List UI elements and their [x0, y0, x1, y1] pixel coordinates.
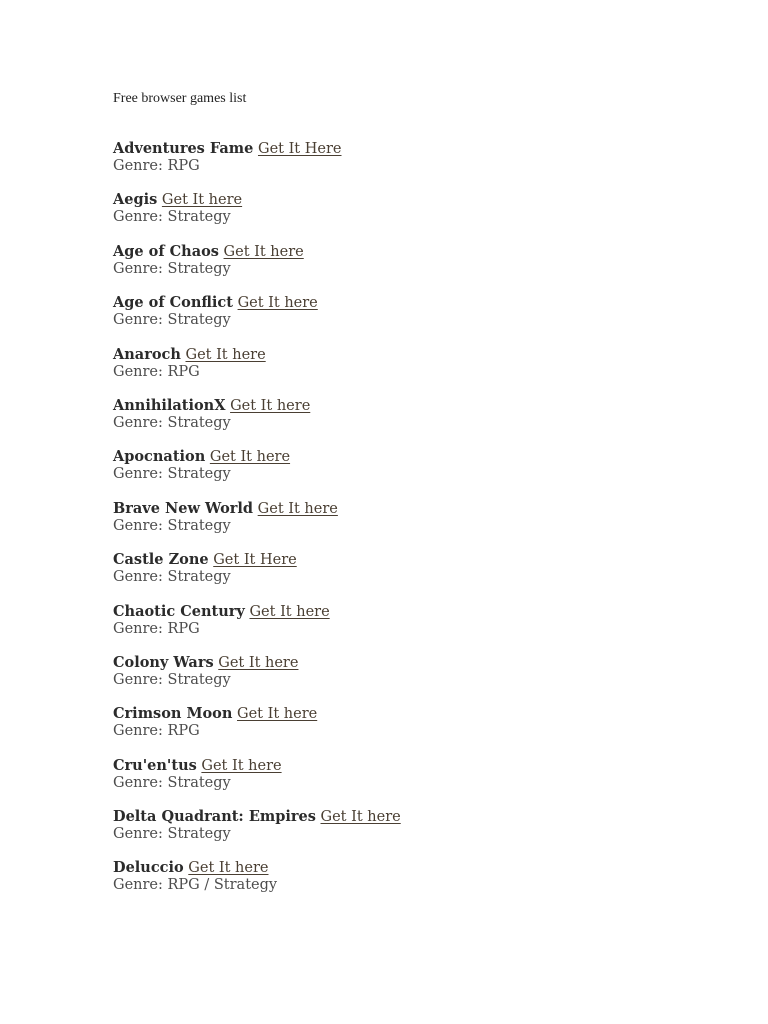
game-entry — [113, 397, 713, 448]
get-it-link[interactable]: Get It here — [320, 809, 401, 826]
game-line — [113, 346, 713, 364]
game-name: Age of Chaos — [113, 242, 219, 260]
game-entry — [113, 500, 713, 551]
get-it-link[interactable]: Get It here — [230, 397, 311, 414]
game-genre: Genre: Strategy — [113, 774, 231, 791]
get-it-link[interactable]: Get It here — [161, 192, 243, 209]
game-name: Chaotic Century — [113, 602, 245, 620]
game-line — [113, 757, 713, 775]
game-entry — [113, 705, 713, 756]
game-name: Cru'en'tus — [113, 756, 197, 774]
game-name: Adventures Fame — [113, 140, 254, 157]
game-line — [113, 654, 713, 672]
get-it-link[interactable]: Get It Here — [257, 141, 342, 157]
game-name: Colony Wars — [113, 653, 214, 671]
game-entry — [113, 808, 713, 859]
document-page — [113, 90, 713, 911]
game-genre: Genre: Strategy — [113, 826, 231, 843]
game-genre: Genre: RPG / Strategy — [113, 877, 278, 894]
game-line — [113, 140, 713, 158]
game-line — [113, 500, 713, 518]
game-entry — [113, 294, 713, 345]
get-it-link[interactable]: Get It here — [257, 500, 338, 517]
game-genre: Genre: Strategy — [113, 209, 231, 226]
get-it-link[interactable]: Get It here — [223, 243, 304, 260]
game-entry — [113, 551, 713, 602]
game-line — [113, 294, 713, 312]
game-line — [113, 603, 713, 621]
get-it-link[interactable]: Get It here — [201, 757, 282, 774]
game-genre: Genre: Strategy — [113, 569, 231, 586]
game-genre: Genre: RPG — [113, 158, 200, 174]
game-line — [113, 551, 713, 569]
game-name: Age of Conflict — [113, 294, 233, 312]
game-genre: Genre: Strategy — [113, 312, 231, 329]
game-name: Castle Zone — [113, 551, 209, 569]
game-genre: Genre: RPG — [113, 620, 200, 637]
game-entry — [113, 448, 713, 499]
get-it-link[interactable]: Get It here — [188, 860, 269, 877]
game-line — [113, 243, 713, 261]
game-entry — [113, 140, 713, 191]
game-genre: Genre: Strategy — [113, 466, 231, 483]
game-line — [113, 859, 713, 877]
game-line — [113, 705, 713, 723]
game-line — [113, 808, 713, 826]
game-name: Brave New World — [113, 499, 254, 517]
game-name: Apocnation — [113, 448, 206, 466]
game-name: Deluccio — [113, 859, 184, 877]
get-it-link[interactable]: Get It here — [249, 603, 330, 620]
get-it-link[interactable]: Get It Here — [213, 552, 297, 569]
get-it-link[interactable]: Get It here — [237, 706, 318, 723]
game-entry — [113, 654, 713, 705]
game-line — [113, 191, 713, 209]
game-list — [113, 140, 713, 911]
game-line — [113, 397, 713, 415]
game-genre: Genre: RPG — [113, 363, 200, 380]
game-entry — [113, 859, 713, 910]
game-entry — [113, 191, 713, 242]
get-it-link[interactable]: Get It here — [209, 449, 291, 466]
game-genre: Genre: Strategy — [113, 260, 231, 277]
game-name: AnnihilationX — [113, 396, 226, 414]
get-it-link[interactable]: Get It here — [185, 346, 266, 363]
game-genre: Genre: Strategy — [113, 517, 231, 534]
game-line — [113, 448, 713, 466]
game-genre: Genre: Strategy — [113, 414, 231, 431]
game-entry — [113, 757, 713, 808]
game-name: Anaroch — [113, 345, 181, 363]
game-name: Aegis — [113, 191, 158, 209]
get-it-link[interactable]: Get It here — [218, 654, 299, 671]
game-entry — [113, 346, 713, 397]
game-name: Delta Quadrant: Empires — [113, 808, 316, 826]
game-name: Crimson Moon — [113, 705, 233, 723]
game-entry — [113, 243, 713, 294]
game-genre: Genre: Strategy — [113, 671, 231, 688]
document-title: Free browser games list — [113, 91, 247, 106]
game-genre: Genre: RPG — [113, 723, 200, 740]
get-it-link[interactable]: Get It here — [237, 295, 318, 312]
game-entry — [113, 603, 713, 654]
